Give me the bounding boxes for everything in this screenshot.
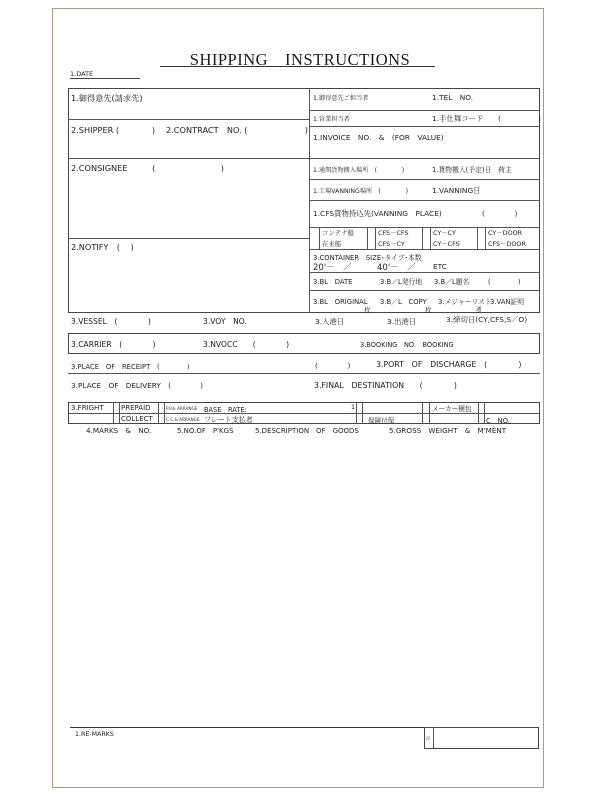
routing-paren: ( ) bbox=[315, 361, 351, 370]
insurance-label: 保険付保 bbox=[368, 417, 395, 425]
copies-unit: 通 bbox=[476, 307, 482, 313]
divider bbox=[68, 373, 540, 374]
divider bbox=[309, 272, 540, 273]
handling-code-label: 1.手仕舞コード ( ) bbox=[432, 114, 541, 123]
freight-payer-label: フレート支払者 bbox=[204, 416, 253, 424]
sheets-unit: 枚 bbox=[364, 306, 371, 314]
service-type-grid bbox=[309, 227, 540, 249]
service-option: CFS－DOOR bbox=[488, 240, 526, 248]
pp-arrange-label: P.P.& ARRANGE bbox=[166, 406, 198, 411]
stamp-field[interactable] bbox=[434, 728, 538, 748]
checkbox-cy-cy[interactable] bbox=[423, 228, 429, 237]
divider bbox=[309, 158, 540, 159]
base-rate-label: BASE RATE: bbox=[204, 406, 247, 414]
place-of-receipt-label: 3.PLACE OF RECEIPT ( ) bbox=[71, 363, 190, 371]
cc-arrange-label: C.C.& ARRANGE bbox=[166, 417, 200, 422]
van-cert-label: 3.VAN証明 bbox=[490, 298, 525, 306]
base-rate-value: 1 bbox=[351, 403, 356, 411]
date-field[interactable] bbox=[70, 78, 140, 79]
divider bbox=[309, 290, 540, 291]
service-option: コンテナ船 bbox=[322, 229, 354, 237]
date-label: 1.DATE bbox=[70, 70, 94, 78]
checkbox-cc-arrange[interactable] bbox=[159, 414, 164, 424]
bl-date-label: 3.BL DATE bbox=[313, 278, 353, 286]
checkbox-insurance[interactable] bbox=[357, 414, 362, 424]
size-20ft[interactable]: 20'－ ／ bbox=[313, 263, 352, 273]
customs-place-label: 1.通関貨物搬入場所 ( ) bbox=[313, 167, 405, 174]
divider bbox=[309, 249, 540, 250]
divider bbox=[68, 238, 309, 239]
size-40ft[interactable]: 40'－ ／ bbox=[377, 263, 416, 273]
checkbox-conventional-ship[interactable] bbox=[310, 239, 318, 248]
shipper-label: 2.SHIPPER ( ) bbox=[71, 125, 156, 135]
port-of-discharge-label: 3.PORT OF DISCHARGE ( ) bbox=[376, 360, 522, 369]
cargo-in-date-label: 1.貨物搬入(予定)日 荷主 bbox=[432, 166, 512, 174]
form-title: SHIPPING INSTRUCTIONS bbox=[189, 50, 411, 69]
checkbox-collect[interactable] bbox=[114, 414, 119, 424]
service-option: 在来船 bbox=[322, 240, 342, 248]
contract-no-label: 2.CONTRACT NO. ( ) bbox=[166, 125, 308, 135]
checkbox-maker-packing[interactable] bbox=[479, 403, 484, 413]
measure-list-label: 3.メジャーリスト bbox=[438, 298, 492, 306]
prepaid-label: PREPAID bbox=[121, 404, 151, 412]
divider bbox=[68, 413, 540, 414]
divider bbox=[309, 110, 540, 111]
checkbox-cy-door[interactable] bbox=[478, 228, 484, 237]
remarks-field[interactable] bbox=[72, 740, 420, 782]
divider bbox=[68, 119, 309, 120]
nvocc-label: 3.NVOCC ( ) bbox=[203, 340, 290, 349]
sheets-unit: 枚 bbox=[425, 306, 432, 314]
consignee-label: 2.CONSIGNEE ( ) bbox=[71, 163, 224, 173]
service-option: CFS－CFS bbox=[378, 229, 409, 237]
bl-issue-place-label: 3.B／L発行地 bbox=[380, 278, 423, 286]
bl-copy-label: 3.B／L COPY bbox=[380, 298, 427, 306]
cfs-place-paren: ( ) bbox=[482, 209, 518, 218]
remarks-label: 1.RE-MARKS bbox=[75, 731, 114, 738]
freight-label: 3.FRIGHT bbox=[71, 404, 104, 412]
vessel-label: 3.VESSEL ( ) bbox=[71, 317, 151, 326]
carrier-label: 3.CARRIER ( ) bbox=[71, 340, 156, 349]
invoice-no-label: 1.INVOICE NO. & (FOR VALUE) bbox=[313, 133, 444, 142]
pkgs-header: 5.NO.OF P'KGS bbox=[177, 427, 234, 435]
bl-title-label: 3.B／L題名 bbox=[434, 278, 470, 286]
checkbox-cfs-door[interactable] bbox=[478, 239, 484, 248]
notify-label: 2.NOTIFY ( ) bbox=[71, 242, 134, 252]
divider bbox=[309, 179, 540, 180]
service-option: CFS－CY bbox=[378, 240, 405, 248]
customer-contact-label: 1.御得意先ご担当者 bbox=[313, 95, 369, 102]
tel-no-label: 1.TEL NO. bbox=[432, 93, 474, 102]
arrival-date-label: 3.入港日 bbox=[315, 317, 345, 326]
bl-title-paren: ( ) bbox=[488, 278, 521, 286]
billing-to-field[interactable] bbox=[70, 105, 308, 119]
place-of-delivery-label: 3.PLACE OF DELIVERY ( ) bbox=[71, 381, 203, 390]
factory-vanning-label: 1.工場VANNING場所 ( ) bbox=[313, 188, 408, 195]
cargo-details-area[interactable] bbox=[70, 440, 538, 724]
collect-label: COLLECT bbox=[121, 415, 153, 423]
checkbox-cy-cfs[interactable] bbox=[423, 239, 429, 248]
description-header: 5.DESCRIPTION OF GOODS bbox=[255, 427, 359, 435]
departure-date-label: 3.出港日 bbox=[387, 317, 417, 326]
title-underline bbox=[160, 66, 435, 67]
cutoff-date-label: 3.締切日(CY,CFS,S／O) bbox=[446, 315, 528, 324]
size-etc[interactable]: ETC bbox=[433, 262, 447, 271]
divider bbox=[309, 200, 540, 201]
sales-rep-label: 1.営業担当者 bbox=[313, 116, 350, 123]
consignee-field[interactable] bbox=[70, 175, 308, 235]
voy-no-label: 3.VOY NO. bbox=[203, 317, 247, 326]
container-size-label: 3.CONTAINER SIZE･タイプ･本数 bbox=[313, 254, 422, 262]
bl-original-label: 3.BL ORIGINAL bbox=[313, 298, 368, 306]
service-option: CY－CFS bbox=[433, 240, 460, 248]
checkbox-cfs-cy[interactable] bbox=[368, 239, 374, 248]
billing-to-label: 1.御得意先(請求先) bbox=[71, 93, 143, 103]
service-option: CY－DOOR bbox=[488, 229, 523, 237]
cfs-place-label: 1.CFS貨物持込先(VANNING PLACE) bbox=[313, 209, 442, 218]
marks-header: 4.MARKS & NO. bbox=[86, 426, 152, 435]
weight-header: 5.GROSS WEIGHT & M'MENT bbox=[389, 426, 507, 435]
booking-no-label: 3.BOOKING NO. BOOKING bbox=[360, 341, 454, 349]
divider bbox=[309, 126, 540, 127]
stamp-label: 印 bbox=[426, 736, 431, 741]
service-option: CY－CY bbox=[433, 229, 456, 237]
checkbox-cfs-cfs[interactable] bbox=[368, 228, 374, 237]
vanning-date-label: 1.VANNING日 bbox=[432, 186, 481, 195]
divider bbox=[68, 158, 309, 159]
maker-packing-label: メーカー梱包 bbox=[432, 405, 472, 413]
shipper-field[interactable] bbox=[70, 136, 308, 158]
checkbox-pp-arrange[interactable] bbox=[159, 403, 164, 413]
final-destination-label: 3.FINAL DESTINATION ( ) bbox=[314, 381, 457, 390]
c-no-label: C NO. bbox=[486, 417, 510, 425]
checkbox-prepaid[interactable] bbox=[114, 403, 119, 413]
notify-field[interactable] bbox=[70, 254, 308, 310]
checkbox-container-ship[interactable] bbox=[310, 228, 318, 237]
